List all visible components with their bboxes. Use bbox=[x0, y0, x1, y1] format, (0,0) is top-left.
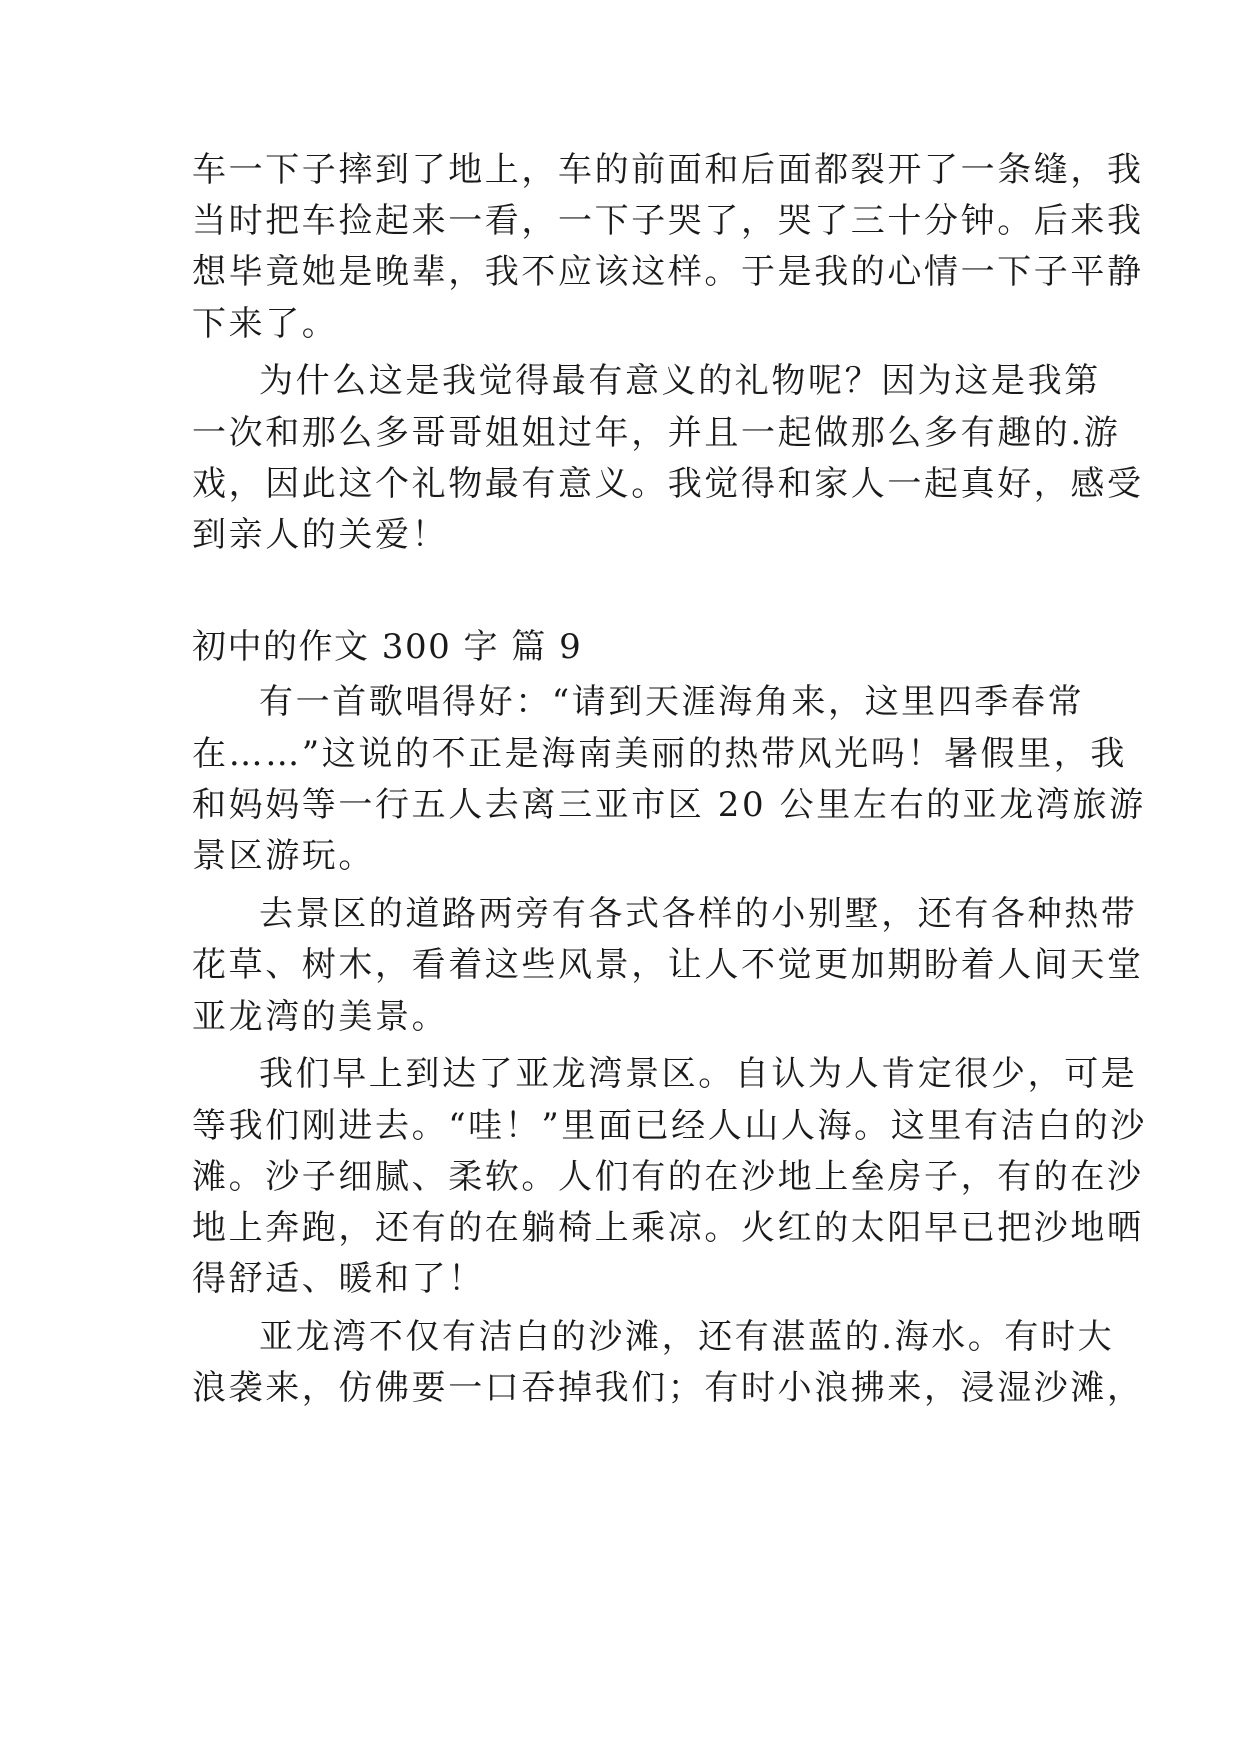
text-line: 一次和那么多哥哥姐姐过年，并且一起做那么多有趣的.游 bbox=[192, 413, 1121, 453]
text-line: 为什么这是我觉得最有意义的礼物呢？因为这是我第 bbox=[259, 361, 1101, 401]
text-line: 得舒适、暖和了！ bbox=[192, 1259, 485, 1299]
text-line: 和妈妈等一行五人去离三亚市区 20 公里左右的亚龙湾旅游 bbox=[192, 785, 1146, 825]
text-line: 在……”这说的不正是海南美丽的热带风光吗！暑假里，我 bbox=[192, 734, 1127, 774]
text-line: 等我们刚进去。“哇！”里面已经人山人海。这里有洁白的沙 bbox=[192, 1106, 1147, 1146]
text-line: 去景区的道路两旁有各式各样的小别墅，还有各种热带 bbox=[259, 894, 1138, 934]
text-line: 滩。沙子细腻、柔软。人们有的在沙地上垒房子，有的在沙 bbox=[192, 1157, 1144, 1197]
text-line: 亚龙湾不仅有洁白的沙滩，还有湛蓝的.海水。有时大 bbox=[259, 1317, 1115, 1357]
text-line: 下来了。 bbox=[192, 304, 339, 344]
text-line: 亚龙湾的美景。 bbox=[192, 997, 449, 1037]
text-line: 景区游玩。 bbox=[192, 836, 375, 876]
text-line: 想毕竟她是晚辈，我不应该这样。于是我的心情一下子平静 bbox=[192, 252, 1144, 292]
section-heading: 初中的作文 300 字 篇 9 bbox=[192, 627, 583, 667]
text-line: 浪袭来，仿佛要一口吞掉我们；有时小浪拂来，浸湿沙滩， bbox=[192, 1368, 1144, 1408]
text-line: 地上奔跑，还有的在躺椅上乘凉。火红的太阳早已把沙地晒 bbox=[192, 1208, 1144, 1248]
text-line: 当时把车捡起来一看，一下子哭了，哭了三十分钟。后来我 bbox=[192, 201, 1144, 241]
text-line: 戏，因此这个礼物最有意义。我觉得和家人一起真好，感受 bbox=[192, 464, 1144, 504]
text-line: 有一首歌唱得好：“请到天涯海角来，这里四季春常 bbox=[259, 682, 1085, 722]
text-line: 花草、树木，看着这些风景，让人不觉更加期盼着人间天堂 bbox=[192, 945, 1144, 985]
text-line: 我们早上到达了亚龙湾景区。自认为人肯定很少，可是 bbox=[259, 1054, 1138, 1094]
text-line: 车一下子摔到了地上，车的前面和后面都裂开了一条缝，我 bbox=[192, 150, 1144, 190]
text-line: 到亲人的关爱！ bbox=[192, 515, 449, 555]
